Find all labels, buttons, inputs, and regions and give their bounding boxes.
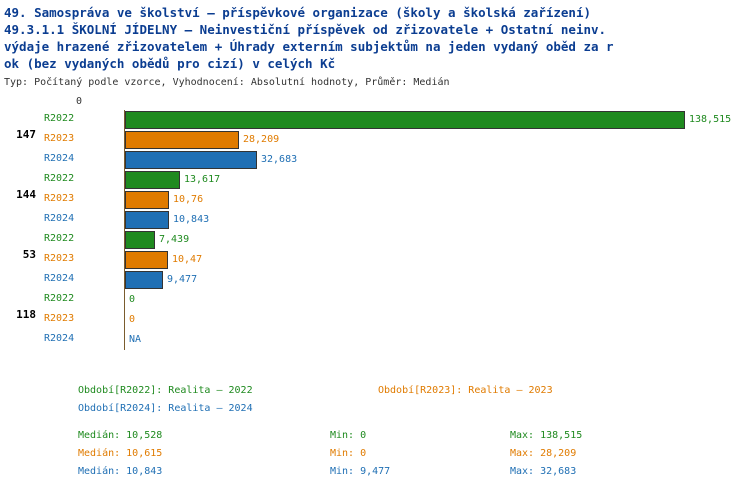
chart-stats	[0, 430, 750, 484]
legend-item-2024: Období[R2024]: Realita – 2024	[78, 403, 253, 414]
bar-row-series-label: R2022	[44, 113, 75, 124]
bar[interactable]	[125, 211, 169, 229]
bar-row-series-label: R2023	[44, 133, 75, 144]
bar-value-label: 9,477	[167, 274, 198, 285]
bar-value-label: NA	[129, 334, 142, 345]
chart-plot-area	[0, 96, 750, 356]
bar-row	[0, 190, 750, 210]
bar-wrapper	[125, 271, 750, 289]
bar-value-label: 10,76	[173, 194, 204, 205]
bar-group	[0, 290, 750, 350]
bar[interactable]	[125, 271, 163, 289]
bar-wrapper	[125, 191, 750, 209]
stats-row	[0, 448, 750, 466]
bar-value-label: 0	[129, 314, 136, 325]
bar-row-series-label: R2023	[44, 253, 75, 264]
bar-row-series-label: R2024	[44, 153, 75, 164]
stats-median: Medián: 10,615	[78, 448, 163, 459]
bar-row	[0, 310, 750, 330]
bar-row-series-label: R2023	[44, 313, 75, 324]
bar-group-label: 118	[16, 308, 36, 321]
bar-row-series-label: R2024	[44, 273, 75, 284]
bar-value-label: 0	[129, 294, 136, 305]
chart-title-block	[0, 0, 750, 72]
bar-group	[0, 110, 750, 170]
bar-row	[0, 290, 750, 310]
bar-row	[0, 330, 750, 350]
stats-min: Min: 0	[330, 430, 367, 441]
bar-group-label: 147	[16, 128, 36, 141]
stats-median: Medián: 10,528	[78, 430, 163, 441]
stats-max: Max: 138,515	[510, 430, 583, 441]
bar-wrapper	[125, 311, 750, 329]
bar-wrapper	[125, 291, 750, 309]
title-line-1: 49. Samospráva ve školství – příspěvkové organizace (školy a školská zařízení)	[4, 5, 591, 20]
title-line-3: výdaje hrazené zřizovatelem + Úhrady externím subjektům na jeden vydaný oběd za r	[4, 39, 614, 54]
bar-row	[0, 130, 750, 150]
legend-row-2	[0, 403, 750, 421]
bar-row-series-label: R2022	[44, 173, 75, 184]
bar-wrapper	[125, 131, 750, 149]
stats-median: Medián: 10,843	[78, 466, 163, 477]
bar-wrapper	[125, 251, 750, 269]
stats-min: Min: 0	[330, 448, 367, 459]
bar-row	[0, 230, 750, 250]
bar-value-label: 138,515	[689, 114, 732, 125]
bar-value-label: 10,843	[173, 214, 210, 225]
stats-row	[0, 466, 750, 484]
bar-row	[0, 150, 750, 170]
stats-min: Min: 9,477	[330, 466, 391, 477]
bar-row	[0, 110, 750, 130]
bar-value-label: 32,683	[261, 154, 298, 165]
title-line-4: ok (bez vydaných obědů pro cizí) v celých Kč	[4, 56, 336, 71]
bar-group-label: 144	[16, 188, 36, 201]
stats-max: Max: 28,209	[510, 448, 577, 459]
bar[interactable]	[125, 251, 168, 269]
bar-wrapper	[125, 231, 750, 249]
axis-zero-tick: 0	[76, 96, 83, 107]
bar-value-label: 28,209	[243, 134, 280, 145]
bar-group	[0, 230, 750, 290]
stats-row	[0, 430, 750, 448]
bar[interactable]	[125, 111, 685, 129]
bar-wrapper	[125, 151, 750, 169]
bar[interactable]	[125, 151, 257, 169]
bar[interactable]	[125, 231, 155, 249]
bar-wrapper	[125, 211, 750, 229]
legend-item-2022: Období[R2022]: Realita – 2022	[78, 385, 253, 396]
bar-wrapper	[125, 111, 750, 129]
bar-group	[0, 170, 750, 230]
bar-row-series-label: R2023	[44, 193, 75, 204]
bar-wrapper	[125, 331, 750, 349]
bar[interactable]	[125, 131, 239, 149]
legend-item-2023: Období[R2023]: Realita – 2023	[378, 385, 553, 396]
bar-row	[0, 250, 750, 270]
chart-legend	[0, 385, 750, 421]
bar-row	[0, 270, 750, 290]
bar-row-series-label: R2022	[44, 233, 75, 244]
title-line-2: 49.3.1.1 ŠKOLNÍ JÍDELNY – Neinvestiční příspěvek od zřizovatele + Ostatní neinv.	[4, 22, 607, 37]
bar-row-series-label: R2022	[44, 293, 75, 304]
bar[interactable]	[125, 191, 169, 209]
bar-value-label: 13,617	[184, 174, 221, 185]
legend-row-1	[0, 385, 750, 403]
bar-row-series-label: R2024	[44, 333, 75, 344]
bar-value-label: 10,47	[172, 254, 203, 265]
bar-groups-container	[0, 110, 750, 350]
bar-row-series-label: R2024	[44, 213, 75, 224]
chart-subtitle: Typ: Počítaný podle vzorce, Vyhodnocení: Absolutní hodnoty, Průměr: Medián	[4, 77, 450, 88]
stats-max: Max: 32,683	[510, 466, 577, 477]
bar-row	[0, 210, 750, 230]
bar-row	[0, 170, 750, 190]
bar-wrapper	[125, 171, 750, 189]
bar-value-label: 7,439	[159, 234, 190, 245]
bar[interactable]	[125, 171, 180, 189]
bar-group-label: 53	[22, 248, 36, 261]
